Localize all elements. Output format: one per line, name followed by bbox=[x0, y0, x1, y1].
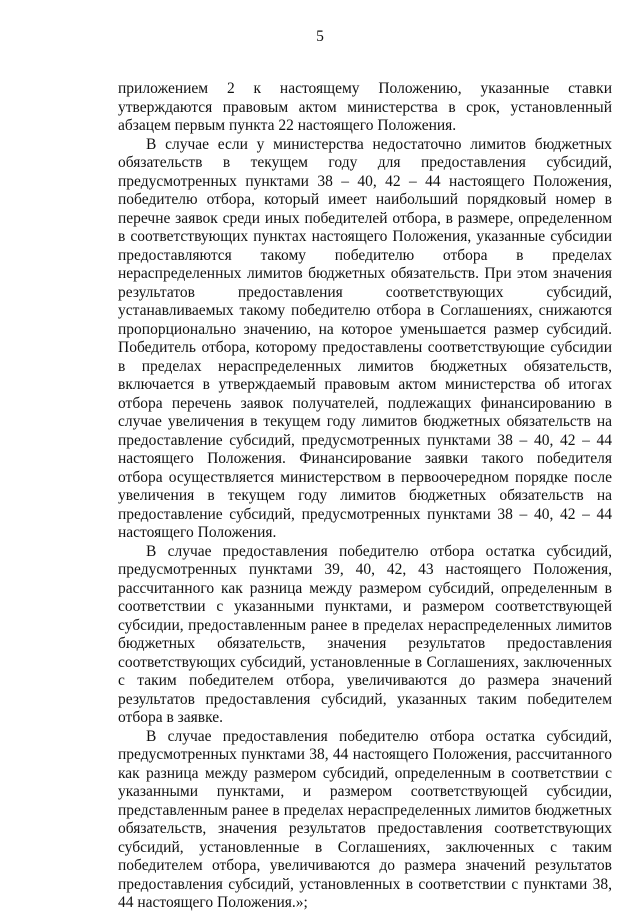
document-body bbox=[118, 80, 612, 913]
page-number: 5 bbox=[316, 28, 324, 45]
paragraph-continuation: приложением 2 к настоящему Положению, указанные ставки утверждаются правовым актом министерства в срок, установленный абзацем первым пункта 22 настоящего Положения. bbox=[118, 80, 612, 134]
paragraph-remainder-39-43: В случае предоставления победителю отбора остатка субсидий, предусмотренных пунктами 39, 40, 42, 43 настоящего Положения, рассчитанного как разница между размером субсидий, определенным в соответствии с указанными пунктами, и размером соответствующей субсидии, предоставленным ранее в пределах нераспределенных лимитов бюджетных обязательств, значения результатов предоставления соответствующих субсидий, установленные в Соглашениях, заключенных с таким победителем отбора, увеличиваются до размера значений результатов предоставления субсидий, указанных таким победителем отбора в заявке. bbox=[118, 542, 612, 726]
paragraph-remainder-38-44: В случае предоставления победителю отбора остатка субсидий, предусмотренных пунктами 38, 44 настоящего Положения, рассчитанного как разница между размером субсидий, определенным в соответствии с указанными пунктами, и размером соответствующей субсидии, представленным ранее в пределах нераспределенных лимитов бюджетных обязательств, значения результатов предоставления соответствующих субсидий, установленные в Соглашениях, заключенных с таким победителем отбора, увеличиваются до размера значений результатов предоставления субсидий, установленных в соответствии с пунктами 38, 44 настоящего Положения.»; bbox=[118, 727, 612, 911]
paragraph-insufficient-limits: В случае если у министерства недостаточно лимитов бюджетных обязательств в текущем году для предоставления субсидий, предусмотренных пунктами 38 – 40, 42 – 44 настоящего Положения, победителю отбора, который имеет наибольший порядковый номер в перечне заявок среди иных победителей отбора, в размере, определенном в соответствующих пунктах настоящего Положения, указанные субсидии предоставляются такому победителю отбора в пределах нераспределенных лимитов бюджетных обязательств. При этом значения результатов предоставления соответствующих субсидий, устанавливаемых такому победителю отбора в Соглашениях, снижаются пропорционально значению, на которое уменьшается размер субсидий. Победитель отбора, которому предоставлены соответствующие субсидии в пределах нераспределенных лимитов бюджетных обязательств, включается в утверждаемый правовым актом министерства об итогах отбора перечень заявок получателей, подлежащих финансированию в случае увеличения в текущем году лимитов бюджетных обязательств на предоставление субсидий, предусмотренных пунктами 38 – 40, 42 – 44 настоящего Положения. Финансирование заявки такого победителя отбора осуществляется министерством в первоочередном порядке после увеличения в текущем году лимитов бюджетных обязательств на предоставление субсидий, предусмотренных пунктами 38 – 40, 42 – 44 настоящего Положения. bbox=[118, 135, 612, 541]
